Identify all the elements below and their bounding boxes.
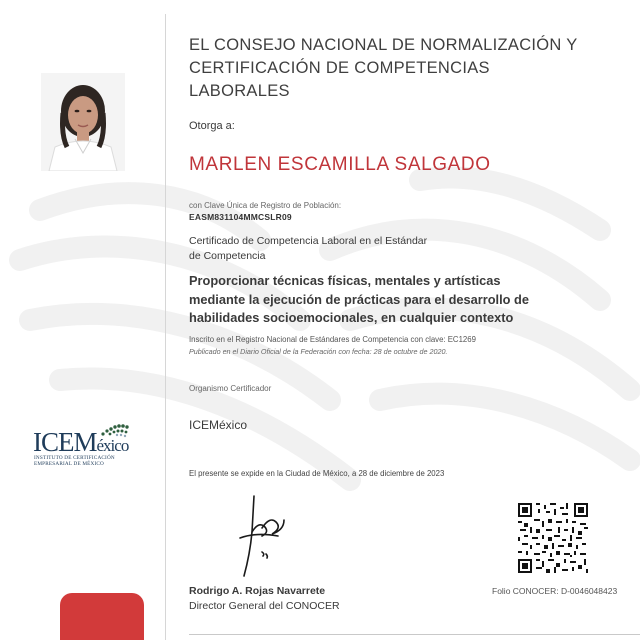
logo-main-text: ICEMéxico	[33, 427, 129, 457]
folio-number: Folio CONOCER: D-0046048423	[492, 586, 618, 596]
signer-name: Rodrigo A. Rojas Navarrete	[189, 585, 326, 597]
certifier-label: Organismo Certificador	[189, 384, 272, 393]
vertical-divider	[165, 14, 166, 640]
bottom-rule	[189, 634, 640, 635]
logo-subtitle	[34, 455, 115, 467]
logo-subtitle-line1: INSTITUTO DE CERTIFICACIÓN	[34, 455, 115, 461]
competency-standard	[189, 272, 569, 328]
standard-line3: habilidades socioemocionales, en cualquier contexto	[189, 310, 514, 325]
red-corner-tab	[60, 593, 144, 640]
icem-logo	[33, 422, 143, 474]
published-text: Publicado en el Diario Oficial de la Federación con fecha: 28 de octubre de 2020.	[189, 347, 448, 356]
certificate-type-line2: de Competencia	[189, 249, 266, 262]
curp-value: EASM831104MMCSLR09	[189, 212, 292, 222]
issued-text: El presente se expide en la Ciudad de México, a 28 de diciembre de 2023	[189, 469, 445, 478]
issuer-title: EL CONSEJO NACIONAL DE NORMALIZACIÓN Y CERTIFICACIÓN DE COMPETENCIAS LABORALES	[189, 36, 578, 100]
signer-title: Director General del CONOCER	[189, 600, 340, 612]
grants-label: Otorga a:	[189, 120, 235, 132]
certificate-type	[189, 234, 509, 263]
registry-text: Inscrito en el Registro Nacional de Estándares de Competencia con clave: EC1269	[189, 335, 476, 344]
recipient-photo	[41, 73, 125, 171]
qr-code-icon[interactable]	[518, 503, 588, 573]
certifier-name: ICEMéxico	[189, 418, 248, 432]
curp-label: con Clave Única de Registro de Población:	[189, 201, 342, 210]
recipient-name: MARLEN ESCAMILLA SALGADO	[189, 154, 491, 175]
left-column	[0, 0, 165, 640]
certificate-type-line1: Certificado de Competencia Laboral en el Estándar	[189, 235, 428, 247]
standard-line1: Proporcionar técnicas físicas, mentales y artísticas	[189, 273, 501, 288]
standard-line2: mediante la ejecución de prácticas para el desarrollo de	[189, 291, 529, 307]
logo-subtitle-line2: EMPRESARIAL DE MÉXICO	[34, 461, 105, 467]
handwritten-signature	[232, 492, 292, 582]
